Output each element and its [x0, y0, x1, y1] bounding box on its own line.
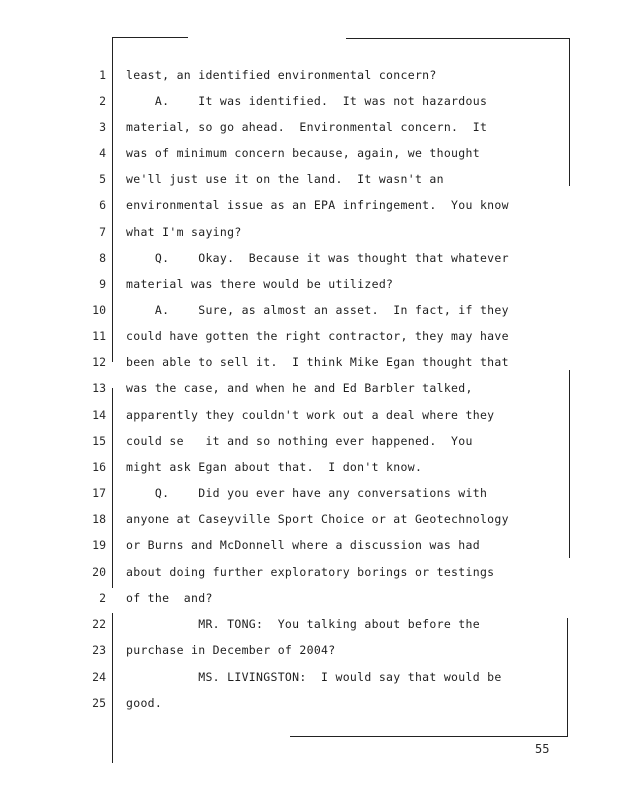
line-number: 5 [99, 172, 106, 186]
line-number: 2 [99, 591, 106, 605]
line-text: environmental issue as an EPA infringement. You know [126, 198, 509, 212]
page-number: 55 [535, 742, 550, 756]
line-text: good. [126, 696, 163, 710]
line-number: 12 [92, 355, 106, 369]
line-text: could have gotten the right contractor, they may have [126, 329, 509, 343]
line-number: 4 [99, 146, 106, 160]
border-top-right [346, 38, 570, 39]
line-number: 2 [99, 94, 106, 108]
border-right-mid [569, 370, 570, 558]
line-text: we'll just use it on the land. It wasn't an [126, 172, 444, 186]
border-left-lower [112, 613, 113, 763]
line-number: 9 [99, 277, 106, 291]
line-text: was the case, and when he and Ed Barbler talked, [126, 381, 473, 395]
line-number: 16 [92, 460, 106, 474]
line-number: 3 [99, 120, 106, 134]
line-text: what I'm saying? [126, 225, 242, 239]
border-bottom [290, 736, 568, 737]
line-text: might ask Egan about that. I don't know. [126, 460, 423, 474]
line-number: 17 [92, 486, 106, 500]
line-number: 25 [92, 696, 106, 710]
line-number: 7 [99, 225, 106, 239]
border-left-upper [112, 37, 113, 362]
line-number: 18 [92, 512, 106, 526]
line-number: 1 [99, 68, 106, 82]
line-number: 8 [99, 251, 106, 265]
line-text: least, an identified environmental concern? [126, 68, 437, 82]
line-number: 10 [92, 303, 106, 317]
line-number: 20 [92, 565, 106, 579]
line-text: or Burns and McDonnell where a discussion was had [126, 538, 480, 552]
line-text: anyone at Caseyville Sport Choice or at Geotechnology [126, 512, 509, 526]
line-number: 13 [92, 381, 106, 395]
line-number: 24 [92, 670, 106, 684]
line-text: been able to sell it. I think Mike Egan thought that [126, 355, 509, 369]
border-left-mid [112, 388, 113, 588]
line-number: 14 [92, 408, 106, 422]
line-number: 6 [99, 198, 106, 212]
line-number: 22 [92, 617, 106, 631]
line-text: purchase in December of 2004? [126, 643, 336, 657]
line-text: of the and? [126, 591, 213, 605]
line-text: material was there would be utilized? [126, 277, 394, 291]
line-text: MS. LIVINGSTON: I would say that would be [126, 670, 502, 684]
line-text: could se it and so nothing ever happened. You [126, 434, 473, 448]
line-text: MR. TONG: You talking about before the [126, 617, 480, 631]
line-text: apparently they couldn't work out a deal where they [126, 408, 495, 422]
line-number: 19 [92, 538, 106, 552]
line-text: material, so go ahead. Environmental concern. It [126, 120, 488, 134]
border-right-upper [569, 38, 570, 186]
line-text: Q. Okay. Because it was thought that whatever [126, 251, 509, 265]
line-text: Q. Did you ever have any conversations with [126, 486, 488, 500]
line-text: about doing further exploratory borings or testings [126, 565, 495, 579]
line-text: A. Sure, as almost an asset. In fact, if they [126, 303, 509, 317]
border-right-lower [567, 618, 568, 736]
line-text: was of minimum concern because, again, we thought [126, 146, 480, 160]
line-number: 15 [92, 434, 106, 448]
border-top-left [112, 37, 188, 38]
line-number: 11 [92, 329, 106, 343]
line-text: A. It was identified. It was not hazardous [126, 94, 488, 108]
line-number: 23 [92, 643, 106, 657]
